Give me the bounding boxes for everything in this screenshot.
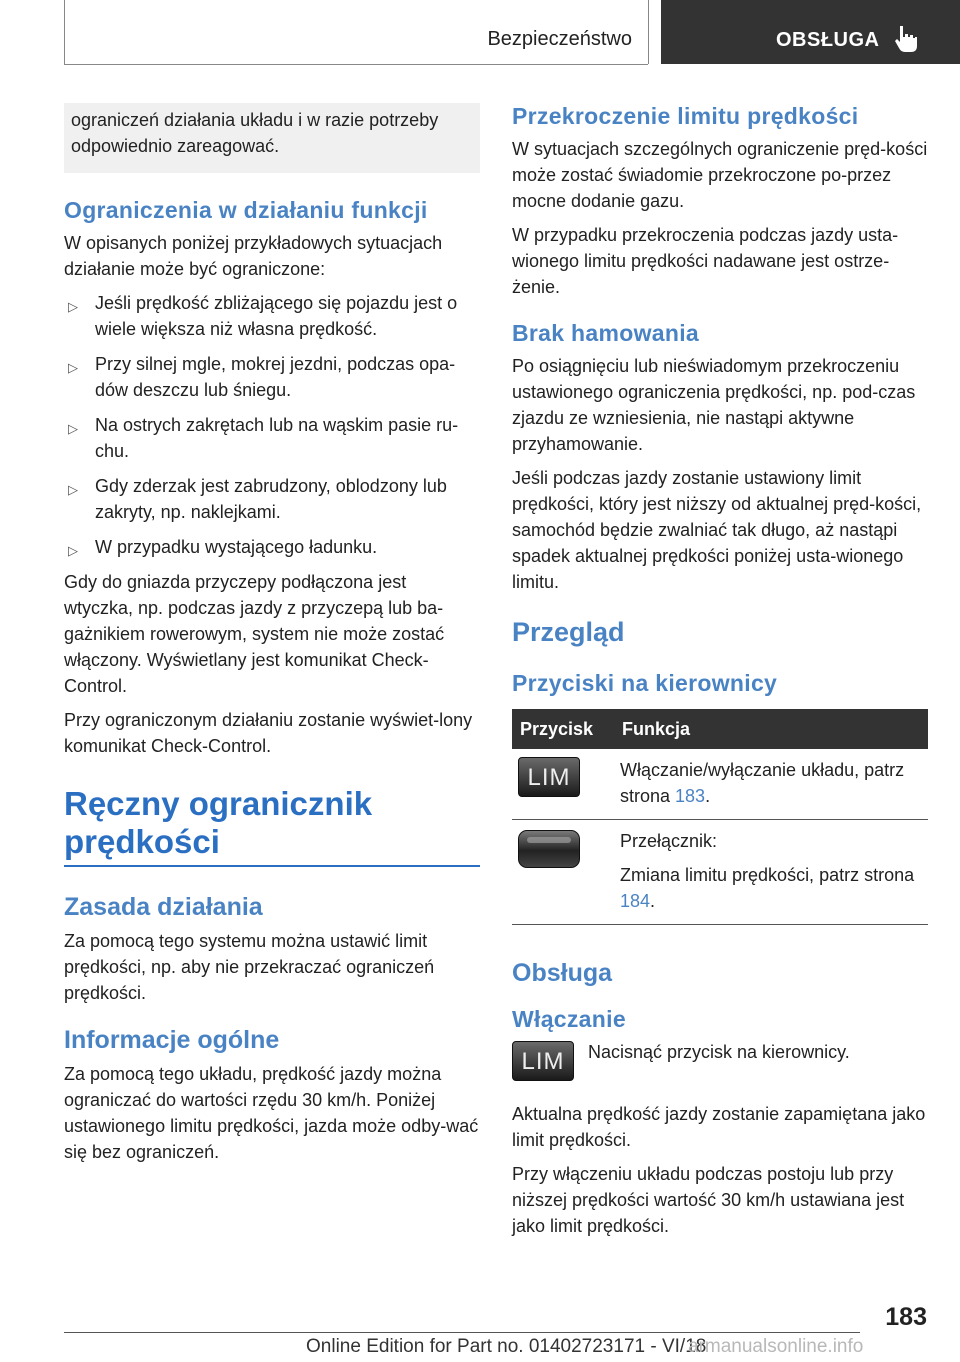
pointing-hand-icon [893, 24, 919, 54]
limited-text: Przy ograniczonym działaniu zostanie wyświet-lony komunikat Check-Control. [64, 710, 473, 756]
table-row [512, 749, 928, 820]
footer-watermark: armanualsonline.info [688, 1336, 864, 1357]
on-text-1: Aktualna prędkość jazdy zostanie zapamiętana jako limit prędkości. [512, 1104, 926, 1150]
limits-heading: Ograniczenia w działaniu funkcji [64, 197, 428, 223]
list-item: ▷ Na ostrych zakrętach lub na wąskim pasie ru-chu. [68, 415, 459, 461]
limits-intro: W opisanych poniżej przykładowych sytuacjach działanie może być ograniczone: [64, 233, 443, 279]
right-column [512, 103, 928, 1247]
principle-text: Za pomocą tego systemu można ustawić limit prędkości, np. aby nie przekraczać ograniczeń prędkości. [64, 931, 435, 1003]
table-cell [512, 820, 614, 925]
footer-rule [64, 1332, 860, 1333]
principle-heading: Zasada działania [64, 893, 263, 921]
header-separator [648, 0, 649, 64]
section-title: Bezpieczeństwo [487, 28, 632, 50]
table-cell [512, 749, 614, 820]
page-link[interactable]: 183 [675, 786, 706, 806]
note-text: ograniczeń działania układu i w razie potrzeby odpowiednio zareagować. [71, 110, 439, 156]
triangle-bullet-icon: ▷ [68, 421, 78, 436]
page-link[interactable]: 184 [620, 891, 651, 911]
buttons-table [512, 709, 928, 925]
table-header-cell: Funkcja [614, 709, 928, 749]
list-item: ▷ Gdy zderzak jest zabrudzony, oblodzony lub zakryty, np. naklejkami. [68, 476, 447, 522]
table-header-row [512, 709, 928, 749]
main-heading: Ręczny ogranicznik prędkości [64, 785, 373, 860]
general-heading: Informacje ogólne [64, 1026, 280, 1054]
lim-button-icon: LIM [512, 1041, 574, 1081]
table-cell: Przełącznik: Zmiana limitu prędkości, patrz strona 184. [614, 820, 928, 925]
limits-list [64, 290, 480, 560]
lim-button-icon: LIM [518, 757, 580, 797]
exceed-text-2: W przypadku przekroczenia podczas jazdy usta-wionego limitu prędkości nadawane jest ostrze-żenie. [512, 225, 899, 297]
table-header-cell: Przycisk [512, 709, 614, 749]
page-number: 183 [885, 1303, 927, 1331]
chapter-tab[interactable] [661, 0, 960, 64]
list-item: ▷ W przypadku wystającego ładunku. [64, 534, 480, 560]
triangle-bullet-icon: ▷ [68, 299, 78, 314]
on-step-text: Nacisnąć przycisk na kierownicy. [588, 1042, 850, 1062]
on-text-2: Przy włączeniu układu podczas postoju lub przy niższej prędkości wartość 30 km/h ustawiana jest jako limit prędkości. [512, 1164, 905, 1236]
header-left-line [64, 0, 65, 64]
list-item: ▷ Przy silnej mgle, mokrej jezdni, podczas opa-dów deszczu lub śniegu. [68, 354, 456, 400]
rocker-switch-icon [518, 830, 580, 868]
triangle-bullet-icon: ▷ [68, 543, 78, 558]
exceed-heading: Przekroczenie limitu prędkości [512, 103, 859, 129]
on-step-row [512, 1039, 928, 1089]
footer-edition: Online Edition for Part no. 01402723171 - VI/18 [306, 1336, 707, 1357]
trailer-text: Gdy do gniazda przyczepy podłączona jest wtyczka, np. podczas jazdy z przyczepą lub ba-gażnikiem rowerowym, system nie może zostać włączony. Wyświetlany jest komunikat Check-Control. [64, 572, 445, 696]
on-heading: Włączanie [512, 1006, 626, 1032]
table-cell: Włączanie/wyłączanie układu, patrz strona 183. [614, 749, 928, 820]
table-row [512, 820, 928, 925]
nobrake-text-1: Po osiągnięciu lub nieświadomym przekroczeniu ustawionego ograniczenia prędkości, np. pod-czas zjazdu ze wzniesienia, nie nastąpi aktywne przyhamowanie. [512, 356, 916, 454]
left-column [64, 103, 480, 1173]
exceed-text-1: W sytuacjach szczególnych ograniczenie pręd-kości może zostać świadomie przekroczone po-przez mocne dodanie gazu. [512, 139, 928, 211]
overview-heading: Przegląd [512, 617, 625, 647]
note-box [64, 103, 480, 173]
main-heading-rule [64, 865, 480, 867]
general-text: Za pomocą tego układu, prędkość jazdy można ograniczać do wartości rzędu 30 km/h. Poniżej ustawionego limitu prędkości, jazda może odby-wać się bez ograniczeń. [64, 1064, 479, 1162]
triangle-bullet-icon: ▷ [68, 360, 78, 375]
chapter-tab-label: OBSŁUGA [776, 29, 880, 51]
header-rule [64, 64, 648, 65]
nobrake-text-2: Jeśli podczas jazdy zostanie ustawiony limit prędkości, który jest niższy od aktualnej pręd-kości, samochód będzie zwalniać tak długo, aż nastąpi spadek aktualnej prędkości poniżej usta-wionego limitu. [512, 468, 922, 592]
buttons-heading: Przyciski na kierownicy [512, 670, 778, 696]
nobrake-heading: Brak hamowania [512, 320, 699, 346]
triangle-bullet-icon: ▷ [68, 482, 78, 497]
operation-heading: Obsługa [512, 959, 613, 987]
list-item: ▷ Jeśli prędkość zbliżającego się pojazdu jest o wiele większa niż własna prędkość. [68, 293, 458, 339]
